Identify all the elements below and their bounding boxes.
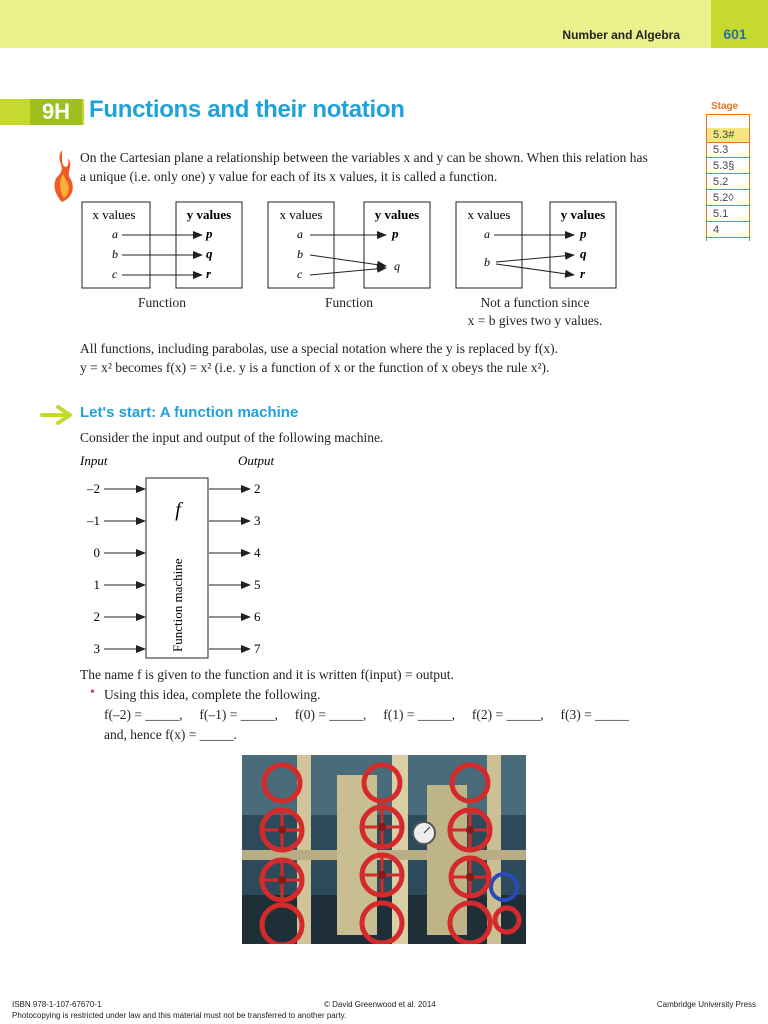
- mapping-diagram-3: [456, 202, 616, 288]
- page-title: Functions and their notation: [89, 96, 405, 123]
- x-item: b: [112, 247, 118, 261]
- mapping-diagrams: [78, 198, 698, 294]
- input-label: Input: [80, 453, 108, 468]
- x-values-header: x values: [467, 207, 511, 222]
- x-item: b: [297, 247, 303, 261]
- output-value: 4: [254, 545, 261, 560]
- input-value: 1: [93, 577, 100, 592]
- input-value: –1: [87, 513, 100, 528]
- lets-start-intro: Consider the input and output of the following machine.: [80, 430, 384, 445]
- machine-label: Function machine: [170, 558, 185, 652]
- output-value: 6: [254, 609, 261, 624]
- stage-level: 4: [707, 223, 749, 238]
- x-values-header: x values: [92, 207, 136, 222]
- intro-line-1: On the Cartesian plane a relationship between the variables x and y can be shown. When this relation has: [80, 150, 648, 165]
- input-value: –2: [87, 481, 100, 496]
- mapping-diagram-1: [82, 202, 242, 288]
- stage-level: 5.2: [707, 175, 749, 190]
- lets-start-heading: Let's start: A function machine: [80, 404, 299, 421]
- y-values-header: y values: [560, 207, 606, 222]
- section-code: 9H: [30, 99, 82, 125]
- footer-publisher: Cambridge University Press: [656, 1000, 756, 1009]
- notation-line-1: All functions, including parabolas, use a special notation where the y is replaced by f(x).: [80, 341, 558, 356]
- footer-copyright: © David Greenwood et al. 2014: [324, 1000, 436, 1009]
- x-item: a: [484, 227, 490, 241]
- x-item: c: [297, 267, 303, 281]
- stage-level: 5.3#: [707, 128, 749, 143]
- valves-photo: [242, 755, 526, 944]
- stage-level: 5.2◊: [707, 191, 749, 206]
- intro-line-2: a unique (i.e. only one) y value for each of its x values, it is called a function.: [80, 169, 498, 184]
- y-item: q: [206, 246, 213, 261]
- page-number: 601: [723, 26, 747, 42]
- x-item: b: [484, 255, 490, 269]
- diagram-caption-2: x = b gives two y values.: [467, 313, 603, 328]
- diagram-caption: Function: [137, 295, 186, 310]
- x-item: a: [112, 227, 118, 241]
- stage-level: 5.3§: [707, 159, 749, 174]
- function-name-line: The name f is given to the function and it is written f(input) = output.: [80, 667, 454, 682]
- fill-in-line: f(–2) = _____, f(–1) = _____, f(0) = _____, f(1) = _____, f(2) = _____, f(3) = _____: [104, 707, 629, 722]
- input-value: 2: [93, 609, 100, 624]
- y-item: q: [394, 259, 400, 273]
- y-item: r: [206, 266, 212, 281]
- mapping-diagram-2: [268, 202, 430, 288]
- y-item: p: [580, 226, 587, 241]
- arrow-icon: [40, 404, 76, 426]
- function-machine: [78, 448, 308, 660]
- stage-box: [706, 114, 750, 241]
- output-value: 7: [254, 641, 261, 656]
- diagram-caption: Not a function since: [480, 295, 590, 310]
- hence-line: and, hence f(x) = _____.: [104, 727, 237, 742]
- output-label: Output: [238, 453, 275, 468]
- section-name: Number and Algebra: [562, 28, 680, 42]
- input-value: 0: [93, 545, 100, 560]
- output-value: 2: [254, 481, 261, 496]
- diagram-caption: Function: [324, 295, 373, 310]
- x-item: a: [297, 227, 303, 241]
- y-item: r: [580, 266, 586, 281]
- y-item: q: [580, 246, 587, 261]
- output-value: 5: [254, 577, 261, 592]
- y-item: p: [206, 226, 213, 241]
- y-values-header: y values: [374, 207, 420, 222]
- stage-label: Stage: [711, 101, 739, 112]
- stage-level: 5.3: [707, 143, 749, 158]
- flame-icon: [46, 148, 76, 206]
- y-values-header: y values: [186, 207, 232, 222]
- stage-level: 5.1: [707, 207, 749, 222]
- notation-line-2: y = x² becomes f(x) = x² (i.e. y is a function of x or the function of x obeys the rule x²).: [80, 360, 550, 375]
- footer-notice: Photocopying is restricted under law and this material must not be transferred to another party.: [12, 1011, 347, 1020]
- machine-symbol: f: [175, 499, 181, 521]
- input-value: 3: [93, 641, 100, 656]
- output-value: 3: [254, 513, 261, 528]
- x-values-header: x values: [279, 207, 323, 222]
- x-item: c: [112, 267, 118, 281]
- y-item: p: [392, 226, 399, 241]
- bullet-dot: •: [90, 685, 95, 700]
- footer-isbn: ISBN 978-1-107-67670-1: [12, 1000, 102, 1009]
- bullet-line: Using this idea, complete the following.: [104, 687, 321, 702]
